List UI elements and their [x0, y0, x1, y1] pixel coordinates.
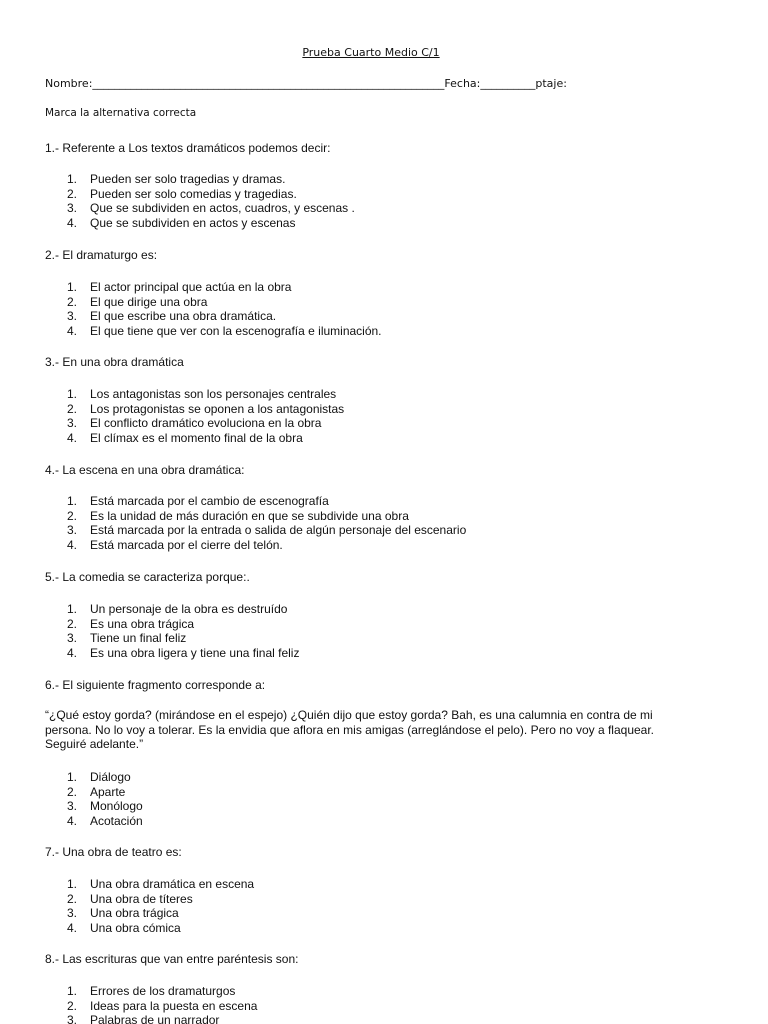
option-text: Acotación — [90, 813, 143, 828]
option-text: Es una obra ligera y tiene una final feliz — [90, 645, 300, 660]
option-item — [67, 494, 466, 509]
option-item — [67, 646, 299, 661]
page-title: Prueba Cuarto Medio C/1 — [302, 46, 440, 59]
option-text: Los protagonistas se oponen a los antagonistas — [90, 401, 345, 416]
option-item — [67, 187, 355, 202]
option-text: Aparte — [90, 784, 126, 799]
dramatic-fragment: “¿Qué estoy gorda? (mirándose en el espejo) ¿Quién dijo que estoy gorda? Bah, es una calumnia en contra de mi persona. No lo voy a tolerar. Es la envidia que aflora en mis amigas (arreglándose el pelo). Pero no voy a flaquear. Seguiré adelante.” — [45, 708, 655, 751]
option-number: 4. — [67, 215, 78, 230]
option-item — [67, 631, 299, 646]
option-text: Una obra trágica — [90, 906, 179, 920]
option-text: Pueden ser solo tragedias y dramas. — [90, 172, 286, 186]
option-text: Una obra dramática en escena — [90, 877, 255, 891]
option-item — [67, 431, 344, 446]
option-item — [67, 280, 382, 295]
question-4-options — [67, 494, 466, 552]
option-text: Tiene un final feliz — [90, 631, 187, 645]
option-item — [67, 785, 143, 800]
option-text: El clímax es el momento final de la obra — [90, 430, 303, 445]
option-text: Una obra cómica — [90, 920, 181, 935]
option-number: 3. — [67, 523, 78, 537]
option-number: 2. — [67, 616, 78, 631]
option-item — [67, 602, 299, 617]
option-number: 3. — [67, 906, 78, 920]
option-text: Pueden ser solo comedias y tragedias. — [90, 186, 297, 201]
option-number: 1. — [67, 770, 78, 784]
option-number: 3. — [67, 201, 78, 215]
option-item — [67, 906, 254, 921]
option-item — [67, 921, 254, 936]
option-item — [67, 172, 355, 187]
option-item — [67, 770, 143, 785]
question-6: 6.- El siguiente fragmento corresponde a: — [45, 678, 266, 692]
option-item — [67, 617, 299, 632]
option-number: 3. — [67, 799, 78, 813]
option-number: 4. — [67, 645, 78, 660]
option-text: Monólogo — [90, 799, 143, 813]
option-item — [67, 402, 344, 417]
option-number: 1. — [67, 172, 78, 186]
option-text: Está marcada por el cierre del telón. — [90, 537, 283, 552]
question-3-options — [67, 387, 344, 445]
option-number: 4. — [67, 323, 78, 338]
option-number: 3. — [67, 416, 78, 430]
question-7: 7.- Una obra de teatro es: — [45, 845, 182, 859]
option-item — [67, 387, 344, 402]
question-8-options — [67, 984, 257, 1024]
option-number: 2. — [67, 294, 78, 309]
question-4: 4.- La escena en una obra dramática: — [45, 463, 245, 477]
option-item — [67, 1013, 257, 1024]
option-number: 2. — [67, 186, 78, 201]
option-item — [67, 999, 257, 1014]
question-1: 1.- Referente a Los textos dramáticos podemos decir: — [45, 141, 331, 155]
option-text: Los antagonistas son los personajes centrales — [90, 387, 337, 401]
question-5: 5.- La comedia se caracteriza porque:. — [45, 570, 250, 584]
option-text: Palabras de un narrador — [90, 1013, 220, 1024]
option-item — [67, 201, 355, 216]
option-text: El que tiene que ver con la escenografía e iluminación. — [90, 323, 382, 338]
option-number: 1. — [67, 280, 78, 294]
option-number: 3. — [67, 631, 78, 645]
question-8: 8.- Las escrituras que van entre paréntesis son: — [45, 952, 299, 966]
option-item — [67, 523, 466, 538]
option-number: 4. — [67, 813, 78, 828]
question-7-options — [67, 877, 254, 935]
option-text: Diálogo — [90, 770, 131, 784]
option-text: Errores de los dramaturgos — [90, 984, 236, 998]
option-item — [67, 309, 382, 324]
option-text: Está marcada por la entrada o salida de algún personaje del escenario — [90, 523, 467, 537]
name-date-score-line: Nombre:________________________________________________________________Fecha:__________ptaje: — [45, 77, 567, 90]
question-6-options — [67, 770, 143, 828]
option-item — [67, 799, 143, 814]
option-item — [67, 295, 382, 310]
option-item — [67, 877, 254, 892]
option-item — [67, 892, 254, 907]
option-number: 3. — [67, 309, 78, 323]
option-number: 2. — [67, 508, 78, 523]
option-number: 4. — [67, 430, 78, 445]
option-text: El que dirige una obra — [90, 294, 208, 309]
option-number: 1. — [67, 984, 78, 998]
option-text: Una obra de títeres — [90, 891, 193, 906]
option-text: Está marcada por el cambio de escenografía — [90, 494, 329, 508]
option-number: 4. — [67, 537, 78, 552]
option-item — [67, 538, 466, 553]
option-number: 1. — [67, 877, 78, 891]
option-text: El que escribe una obra dramática. — [90, 309, 277, 323]
option-text: Que se subdividen en actos, cuadros, y escenas . — [90, 201, 355, 215]
instruction-text: Marca la alternativa correcta — [45, 107, 197, 119]
option-text: Que se subdividen en actos y escenas — [90, 215, 296, 230]
option-text: El actor principal que actúa en la obra — [90, 280, 292, 294]
question-2: 2.- El dramaturgo es: — [45, 248, 158, 262]
option-item — [67, 814, 143, 829]
option-number: 2. — [67, 998, 78, 1013]
option-number: 2. — [67, 891, 78, 906]
option-item — [67, 509, 466, 524]
question-1-options — [67, 172, 355, 230]
option-number: 4. — [67, 920, 78, 935]
option-number: 2. — [67, 784, 78, 799]
option-item — [67, 984, 257, 999]
option-text: El conflicto dramático evoluciona en la obra — [90, 416, 322, 430]
option-item — [67, 416, 344, 431]
question-5-options — [67, 602, 299, 660]
question-2-options — [67, 280, 382, 338]
option-text: Ideas para la puesta en escena — [90, 998, 258, 1013]
option-text: Un personaje de la obra es destruído — [90, 602, 288, 616]
option-number: 2. — [67, 401, 78, 416]
option-item — [67, 216, 355, 231]
option-number: 1. — [67, 494, 78, 508]
option-text: Es la unidad de más duración en que se subdivide una obra — [90, 508, 409, 523]
option-number: 1. — [67, 387, 78, 401]
option-item — [67, 324, 382, 339]
option-text: Es una obra trágica — [90, 616, 195, 631]
option-number: 3. — [67, 1013, 78, 1024]
option-number: 1. — [67, 602, 78, 616]
question-3: 3.- En una obra dramática — [45, 355, 184, 369]
